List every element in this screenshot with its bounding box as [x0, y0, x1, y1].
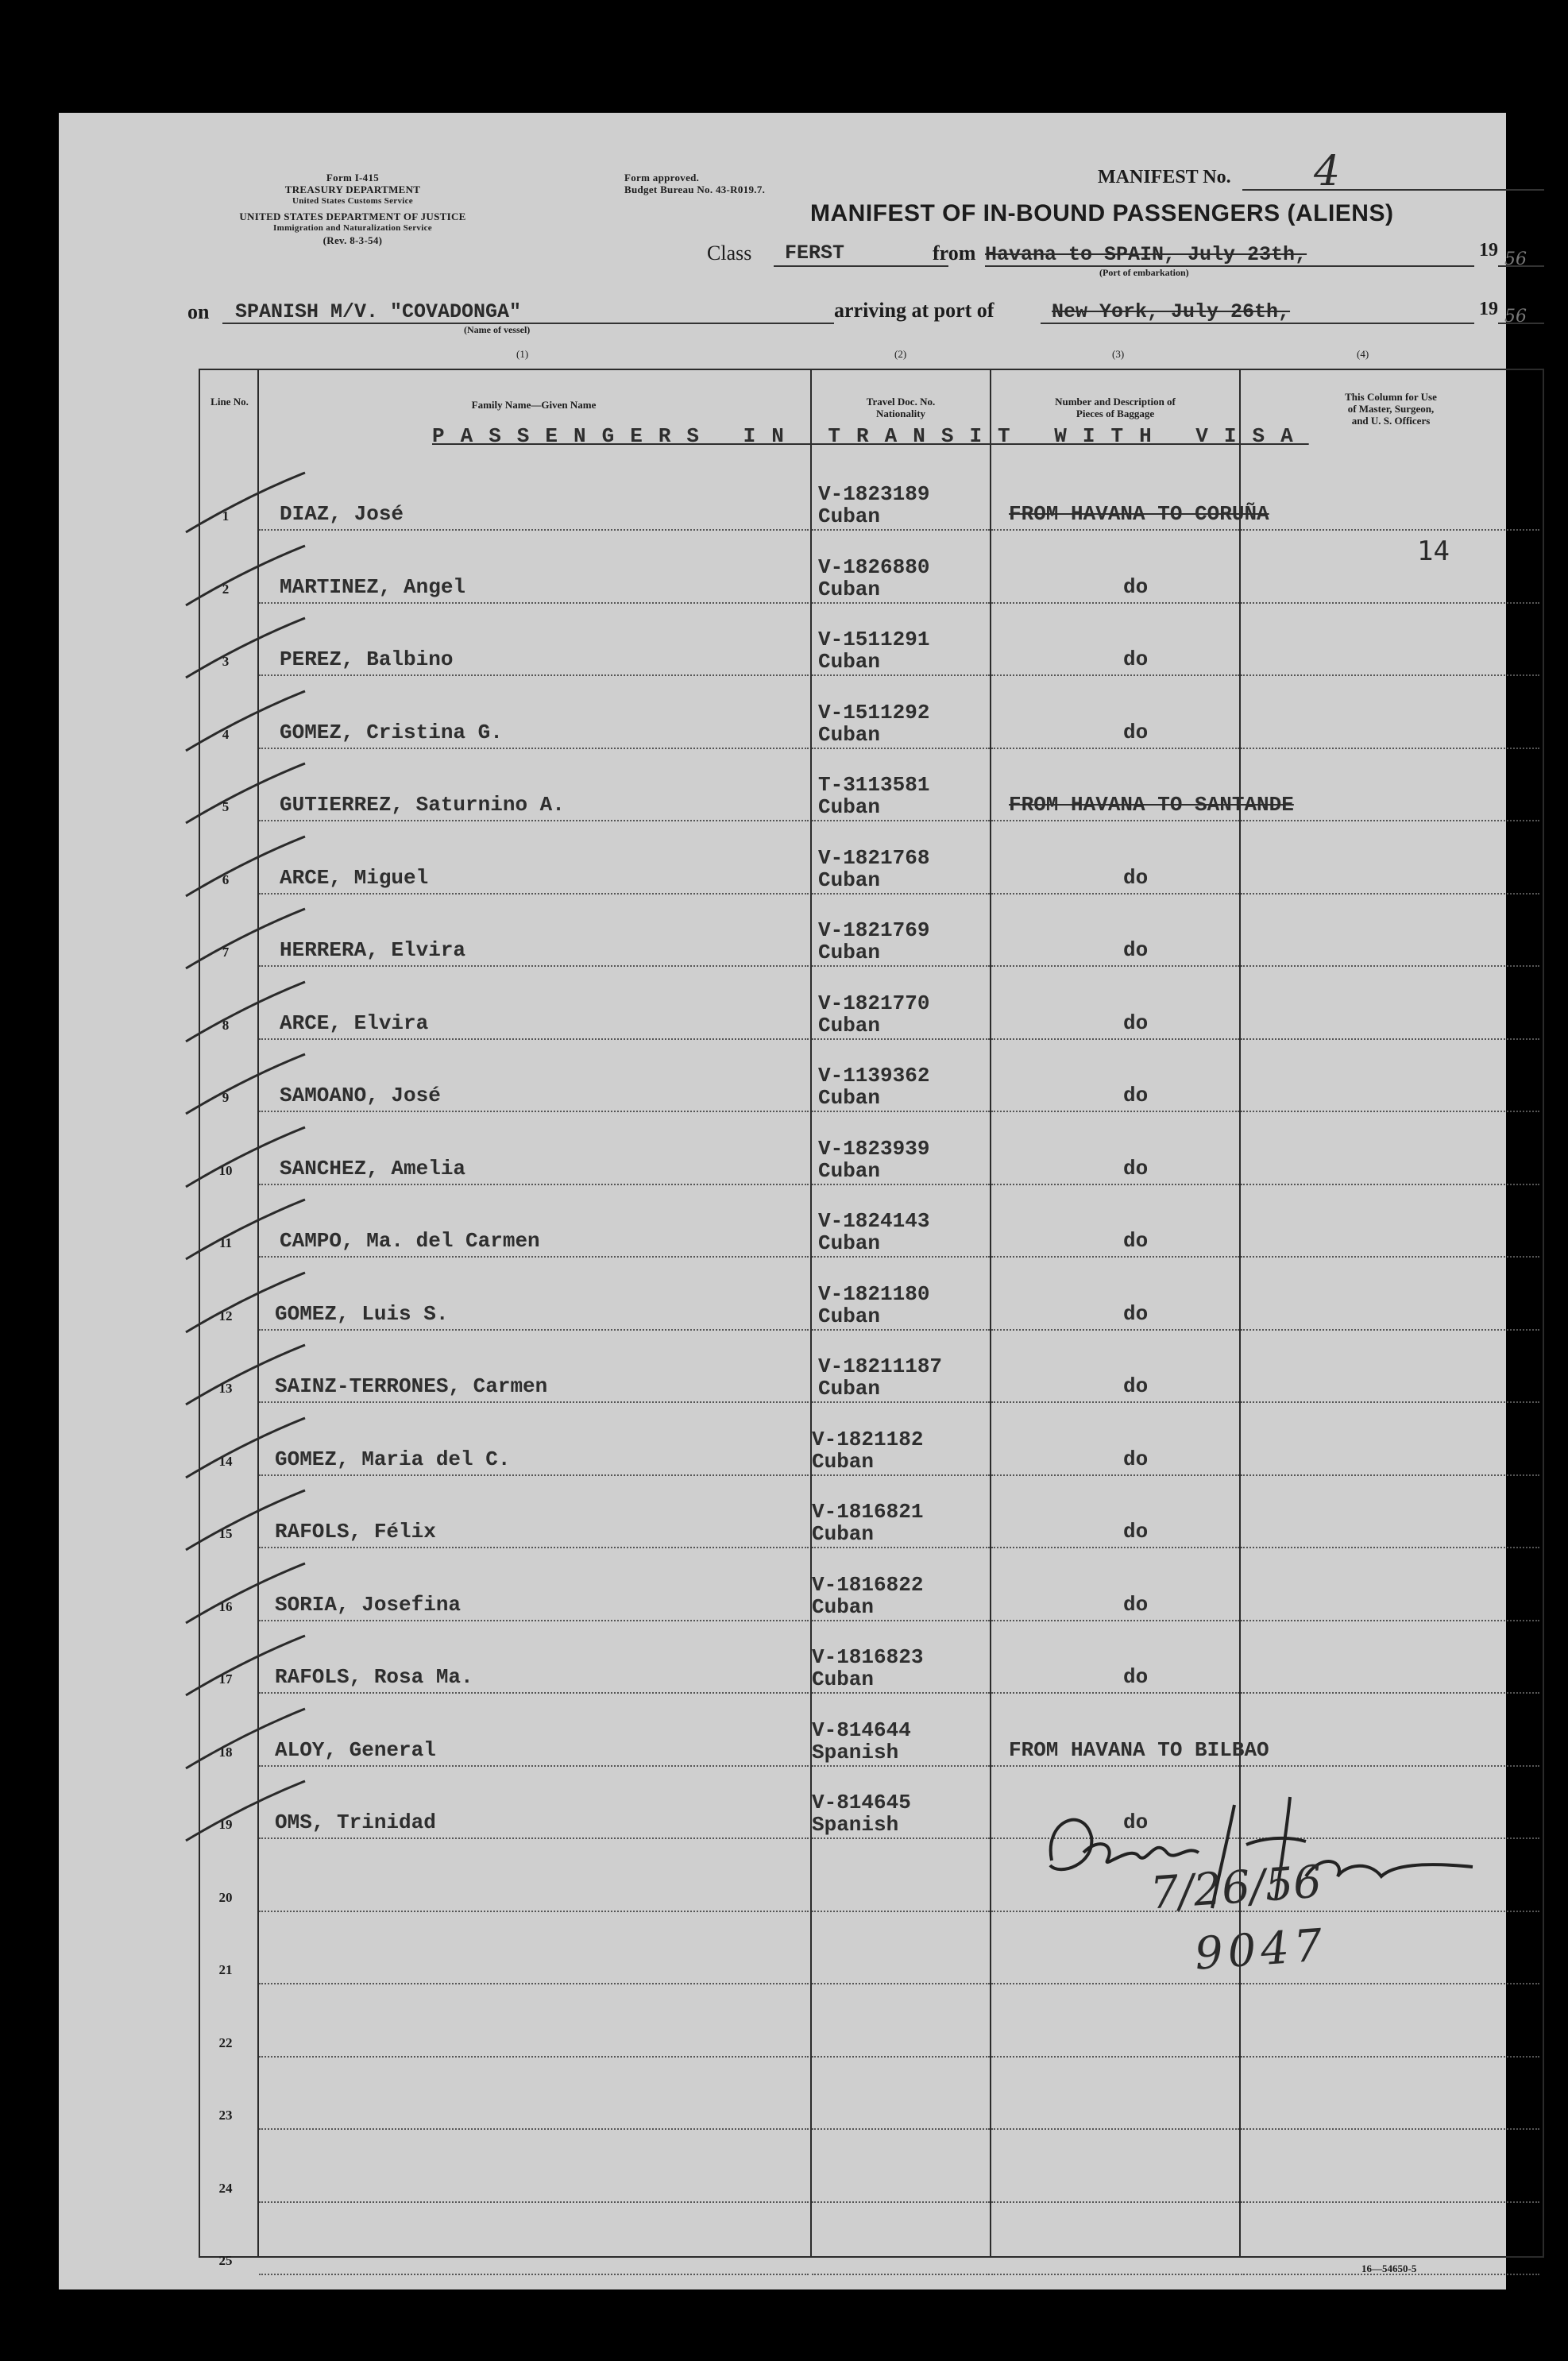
row-rule	[812, 1329, 990, 1331]
check-mark-icon	[178, 1123, 321, 1195]
col-number-1: (1)	[516, 348, 529, 360]
baggage-description: do	[1123, 1156, 1149, 1180]
row-rule	[259, 602, 809, 604]
row-rule	[991, 2128, 1239, 2130]
row-rule	[259, 1837, 809, 1839]
row-rule	[991, 1038, 1239, 1040]
travel-doc-number: V-18211187	[818, 1354, 943, 1378]
baggage-description: do	[1123, 574, 1149, 599]
passenger-name: DIAZ, José	[280, 502, 404, 526]
from-value: Havana to SPAIN, July 23th,	[985, 243, 1307, 266]
row-rule	[991, 748, 1239, 749]
row-rule	[812, 529, 990, 531]
row-rule	[812, 893, 990, 895]
baggage-description: do	[1123, 1810, 1149, 1834]
row-rule	[259, 2274, 809, 2275]
passenger-name: GOMEZ, Luis S.	[275, 1301, 449, 1326]
class-label: Class	[707, 242, 752, 265]
check-mark-icon	[178, 833, 321, 904]
row-rule	[991, 1474, 1239, 1476]
row-rule	[259, 820, 809, 821]
travel-doc-number: V-1821182	[812, 1427, 924, 1451]
nationality: Cuban	[812, 1594, 875, 1619]
line-number: 16	[218, 1598, 233, 1614]
baggage-description: do	[1123, 1447, 1149, 1471]
check-mark-icon	[178, 1050, 321, 1122]
row-rule	[259, 1620, 809, 1621]
travel-doc-number: V-1821769	[818, 918, 930, 942]
row-rule	[259, 1765, 809, 1767]
row-rule	[812, 2274, 990, 2275]
year2-prefix: 19	[1479, 299, 1498, 319]
line-number: 4	[222, 726, 230, 742]
row-rule	[812, 1184, 990, 1185]
check-mark-icon	[178, 1341, 321, 1412]
col-head-doc-line2: Nationality	[875, 408, 926, 419]
transit-banner: PASSENGERS IN TRANSIT WITH VISA	[432, 424, 1309, 448]
row-rule	[1241, 674, 1539, 676]
row-rule	[812, 1547, 990, 1548]
passenger-name: ARCE, Elvira	[280, 1010, 429, 1035]
row-rule	[1241, 1111, 1539, 1112]
baggage-description: do	[1123, 1229, 1149, 1253]
line-number: 24	[218, 2180, 233, 2196]
travel-doc-number: V-814645	[812, 1791, 911, 1814]
revision: (Rev. 8-3-54)	[322, 234, 383, 246]
nationality: Cuban	[812, 1449, 875, 1474]
travel-doc-number: V-1823939	[818, 1136, 930, 1161]
col-head-line: Line No.	[210, 396, 249, 408]
check-mark-icon	[178, 1705, 321, 1776]
row-rule	[259, 748, 809, 749]
travel-doc-number: V-1821768	[818, 845, 930, 870]
line-number: 2	[222, 581, 230, 597]
row-rule	[991, 1256, 1239, 1258]
col-head-doc-line1: Travel Doc. No.	[866, 396, 936, 408]
baggage-description: do	[1123, 1084, 1149, 1107]
row-rule	[812, 1038, 990, 1040]
row-rule	[259, 1401, 809, 1403]
year-rule	[1498, 265, 1544, 267]
check-mark-icon	[178, 687, 321, 759]
signature-date: 7/26/56	[1148, 1856, 1323, 1920]
manifest-no-rule	[1242, 189, 1544, 191]
row-rule	[991, 1620, 1239, 1621]
baggage-description: FROM HAVANA TO SANTANDE	[1009, 793, 1294, 817]
check-mark-icon	[178, 1632, 321, 1703]
check-mark-icon	[178, 1414, 321, 1486]
row-rule	[1241, 965, 1539, 967]
line-number: 25	[218, 2253, 233, 2268]
row-rule	[812, 1620, 990, 1621]
dept-justice: UNITED STATES DEPARTMENT OF JUSTICE	[239, 211, 466, 222]
nationality: Cuban	[818, 1377, 881, 1401]
row-rule	[1241, 529, 1539, 531]
col-head-use-line3: and U. S. Officers	[1351, 415, 1431, 427]
vessel-caption: (Name of vessel)	[464, 324, 531, 335]
row-rule	[812, 602, 990, 604]
row-rule	[1241, 820, 1539, 821]
nationality: Cuban	[818, 941, 881, 964]
signature-number: 9047	[1192, 1919, 1329, 1980]
row-rule	[812, 1401, 990, 1403]
col-divider-doc	[990, 369, 991, 2256]
travel-doc-number: T-3113581	[818, 773, 930, 797]
row-rule	[1241, 893, 1539, 895]
line-number: 5	[222, 799, 230, 814]
row-rule	[259, 1911, 809, 1912]
row-rule	[991, 674, 1239, 676]
row-rule	[1241, 2201, 1539, 2203]
row-rule	[259, 1111, 809, 1112]
col-head-bag-line1: Number and Description of	[1055, 396, 1176, 408]
nationality: Cuban	[818, 1013, 881, 1038]
line-number: 22	[218, 2034, 233, 2050]
baggage-description: do	[1123, 1592, 1149, 1617]
row-rule	[1241, 1038, 1539, 1040]
col-head-doc	[812, 396, 990, 419]
line-number: 8	[222, 1017, 230, 1033]
baggage-description: FROM HAVANA TO BILBAO	[1009, 1737, 1269, 1762]
line-number: 3	[222, 654, 230, 669]
passenger-name: RAFOLS, Rosa Ma.	[275, 1665, 473, 1689]
passenger-name: ALOY, General	[275, 1737, 436, 1762]
row-rule	[812, 1765, 990, 1767]
dept-treasury: TREASURY DEPARTMENT	[284, 184, 421, 195]
row-rule	[259, 1474, 809, 1476]
row-rule	[259, 1983, 809, 1984]
row-rule	[812, 1911, 990, 1912]
travel-doc-number: V-1816823	[812, 1645, 924, 1669]
row-rule	[812, 1983, 990, 1984]
arrival-rule	[1041, 323, 1474, 324]
line-number: 1	[222, 508, 230, 524]
year-suffix: 56	[1504, 249, 1527, 269]
nationality: Spanish	[812, 1740, 899, 1764]
passenger-name: CAMPO, Ma. del Carmen	[280, 1229, 540, 1253]
nationality: Cuban	[812, 1667, 875, 1691]
row-rule	[259, 1256, 809, 1258]
check-mark-icon	[178, 1777, 321, 1849]
manifest-no-label: MANIFEST No.	[1098, 167, 1231, 187]
row-rule	[812, 820, 990, 821]
row-rule	[812, 965, 990, 967]
travel-doc-number: V-1824143	[818, 1209, 930, 1233]
row-rule	[259, 1547, 809, 1548]
row-rule	[812, 1111, 990, 1112]
row-rule	[812, 674, 990, 676]
line-number: 10	[218, 1162, 233, 1178]
row-rule	[1241, 2128, 1539, 2130]
row-rule	[991, 602, 1239, 604]
approval-text: Form approved.	[624, 172, 700, 184]
travel-doc-number: V-1816821	[812, 1500, 924, 1524]
line-number: 18	[218, 1744, 233, 1760]
baggage-description: do	[1123, 1010, 1149, 1035]
nationality: Cuban	[812, 1522, 875, 1546]
manifest-page	[59, 113, 1527, 2290]
passenger-name: SANCHEZ, Amelia	[280, 1156, 466, 1180]
col-number-2: (2)	[894, 348, 907, 360]
row-rule	[259, 1692, 809, 1694]
line-number: 20	[218, 1889, 233, 1905]
col-head-name: Family Name—Given Name	[471, 399, 597, 411]
row-rule	[991, 529, 1239, 531]
line-number: 13	[218, 1381, 233, 1396]
row-rule	[259, 529, 809, 531]
check-mark-icon	[178, 469, 321, 540]
col-head-use-line1: This Column for Use	[1345, 391, 1437, 403]
row-rule	[259, 1184, 809, 1185]
row-rule	[1241, 1184, 1539, 1185]
class-rule	[774, 265, 948, 267]
row-rule	[991, 1401, 1239, 1403]
row-rule	[1241, 1692, 1539, 1694]
arrival-value: New York, July 26th,	[1052, 300, 1291, 323]
row-rule	[991, 1547, 1239, 1548]
row-rule	[991, 1111, 1239, 1112]
year-prefix: 19	[1479, 240, 1498, 261]
passenger-name: SAINZ-TERRONES, Carmen	[275, 1374, 548, 1398]
nationality: Cuban	[818, 868, 881, 892]
passenger-name: SAMOANO, José	[280, 1084, 441, 1107]
travel-doc-number: V-1826880	[818, 555, 930, 579]
travel-doc-number: V-1511291	[818, 628, 930, 651]
check-mark-icon	[178, 542, 321, 613]
row-rule	[812, 748, 990, 749]
row-rule	[991, 965, 1239, 967]
nationality: Cuban	[818, 650, 881, 674]
baggage-description: do	[1123, 647, 1149, 671]
passenger-name: PEREZ, Balbino	[280, 647, 454, 671]
passenger-name: HERRERA, Elvira	[280, 938, 466, 962]
nationality: Cuban	[818, 795, 881, 819]
travel-doc-number: V-1816822	[812, 1572, 924, 1597]
row-rule	[991, 1184, 1239, 1185]
travel-doc-number: V-1511292	[818, 700, 930, 725]
line-number: 9	[222, 1090, 230, 1105]
nationality: Cuban	[818, 577, 881, 601]
baggage-description: do	[1123, 865, 1149, 890]
baggage-description: do	[1123, 1374, 1149, 1398]
passenger-name: OMS, Trinidad	[275, 1810, 436, 1834]
check-mark-icon	[178, 614, 321, 686]
row-rule	[1241, 1620, 1539, 1621]
baggage-description: do	[1123, 938, 1149, 962]
passenger-name: GOMEZ, Cristina G.	[280, 720, 503, 744]
check-mark-icon	[178, 759, 321, 831]
check-mark-icon	[178, 978, 321, 1049]
line-number: 6	[222, 871, 230, 887]
travel-doc-number: V-814644	[812, 1718, 911, 1742]
line-number: 21	[218, 1962, 233, 1977]
row-rule	[991, 2274, 1239, 2275]
row-rule	[259, 2128, 809, 2130]
row-rule	[259, 674, 809, 676]
dept-customs: United States Customs Service	[292, 196, 413, 206]
arriving-label: arriving at port of	[834, 299, 994, 322]
passenger-name: GOMEZ, Maria del C.	[275, 1447, 511, 1471]
row-rule	[1241, 1329, 1539, 1331]
row-rule	[991, 1692, 1239, 1694]
col-head-use-line2: of Master, Surgeon,	[1347, 403, 1435, 415]
line-number: 14	[218, 1453, 233, 1469]
from-label: from	[933, 242, 976, 265]
check-mark-icon	[178, 1196, 321, 1267]
passenger-name: SORIA, Josefina	[275, 1592, 462, 1617]
col-number-4: (4)	[1357, 348, 1369, 360]
line-number: 17	[218, 1671, 233, 1687]
from-rule	[985, 265, 1474, 267]
budget-number: Budget Bureau No. 43-R019.7.	[624, 184, 766, 195]
dept-immigration: Immigration and Naturalization Service	[273, 223, 432, 233]
row-2-mark: 14	[1417, 535, 1450, 567]
row-rule	[991, 1329, 1239, 1331]
line-number: 7	[222, 945, 230, 960]
check-mark-icon	[178, 1269, 321, 1340]
year2-rule	[1498, 323, 1544, 324]
nationality: Cuban	[818, 1304, 881, 1328]
page-title: MANIFEST OF IN-BOUND PASSENGERS (ALIENS)	[810, 200, 1394, 226]
row-rule	[1241, 602, 1539, 604]
passenger-name: MARTINEZ, Angel	[280, 574, 466, 599]
nationality: Cuban	[818, 1158, 881, 1183]
row-rule	[1241, 1765, 1539, 1767]
footer-code: 16—54650-5	[1361, 2262, 1417, 2274]
class-value: FERST	[785, 242, 845, 265]
row-rule	[812, 1837, 990, 1839]
row-rule	[812, 1474, 990, 1476]
form-number: Form I-415	[326, 172, 380, 184]
passenger-name: ARCE, Miguel	[280, 865, 429, 890]
line-number: 11	[218, 1235, 233, 1250]
row-rule	[259, 1038, 809, 1040]
row-rule	[812, 1692, 990, 1694]
baggage-description: FROM HAVANA TO CORUÑA	[1009, 502, 1269, 526]
check-mark-icon	[178, 1486, 321, 1558]
row-rule	[1241, 2056, 1539, 2058]
row-rule	[812, 2201, 990, 2203]
row-rule	[1241, 748, 1539, 749]
nationality: Cuban	[818, 722, 881, 747]
baggage-description: do	[1123, 720, 1149, 744]
row-rule	[812, 2128, 990, 2130]
row-rule	[991, 1765, 1239, 1767]
col-head-official	[1241, 391, 1541, 427]
passenger-name: RAFOLS, Félix	[275, 1520, 436, 1544]
row-rule	[259, 1329, 809, 1331]
vessel-value: SPANISH M/V. "COVADONGA"	[235, 300, 522, 323]
col-divider-name	[810, 369, 812, 2256]
row-rule	[259, 2201, 809, 2203]
line-number: 19	[218, 1817, 233, 1832]
nationality: Cuban	[818, 504, 881, 528]
row-rule	[1241, 1547, 1539, 1548]
port-embarkation-caption: (Port of embarkation)	[1099, 267, 1189, 278]
row-rule	[812, 1256, 990, 1258]
col-number-3: (3)	[1112, 348, 1125, 360]
check-mark-icon	[178, 1559, 321, 1631]
nationality: Cuban	[818, 1086, 881, 1110]
manifest-no-value: 4	[1314, 148, 1341, 195]
approval-block	[624, 172, 765, 195]
row-rule	[1241, 1401, 1539, 1403]
travel-doc-number: V-1139362	[818, 1064, 930, 1088]
passenger-name: GUTIERREZ, Saturnino A.	[280, 793, 565, 817]
baggage-description: do	[1123, 1301, 1149, 1326]
baggage-description: do	[1123, 1665, 1149, 1689]
col-head-baggage	[991, 396, 1239, 419]
row-rule	[259, 893, 809, 895]
line-number: 15	[218, 1526, 233, 1541]
row-rule	[1241, 1256, 1539, 1258]
travel-doc-number: V-1823189	[818, 482, 930, 506]
col-head-bag-line2: Pieces of Baggage	[1076, 408, 1155, 419]
travel-doc-number: V-1821180	[818, 1281, 930, 1306]
form-id-block	[178, 172, 527, 246]
baggage-description: do	[1123, 1520, 1149, 1544]
row-rule	[812, 2056, 990, 2058]
check-mark-icon	[178, 905, 321, 976]
row-rule	[1241, 1474, 1539, 1476]
on-label: on	[187, 300, 210, 323]
row-rule	[991, 893, 1239, 895]
row-rule	[991, 2056, 1239, 2058]
row-rule	[259, 2056, 809, 2058]
line-number: 23	[218, 2108, 233, 2123]
line-number: 12	[218, 1308, 233, 1323]
nationality: Spanish	[812, 1813, 899, 1837]
row-rule	[259, 965, 809, 967]
row-rule	[991, 820, 1239, 821]
travel-doc-number: V-1821770	[818, 991, 930, 1015]
year2-suffix: 56	[1504, 307, 1527, 327]
nationality: Cuban	[818, 1231, 881, 1255]
row-rule	[991, 2201, 1239, 2203]
